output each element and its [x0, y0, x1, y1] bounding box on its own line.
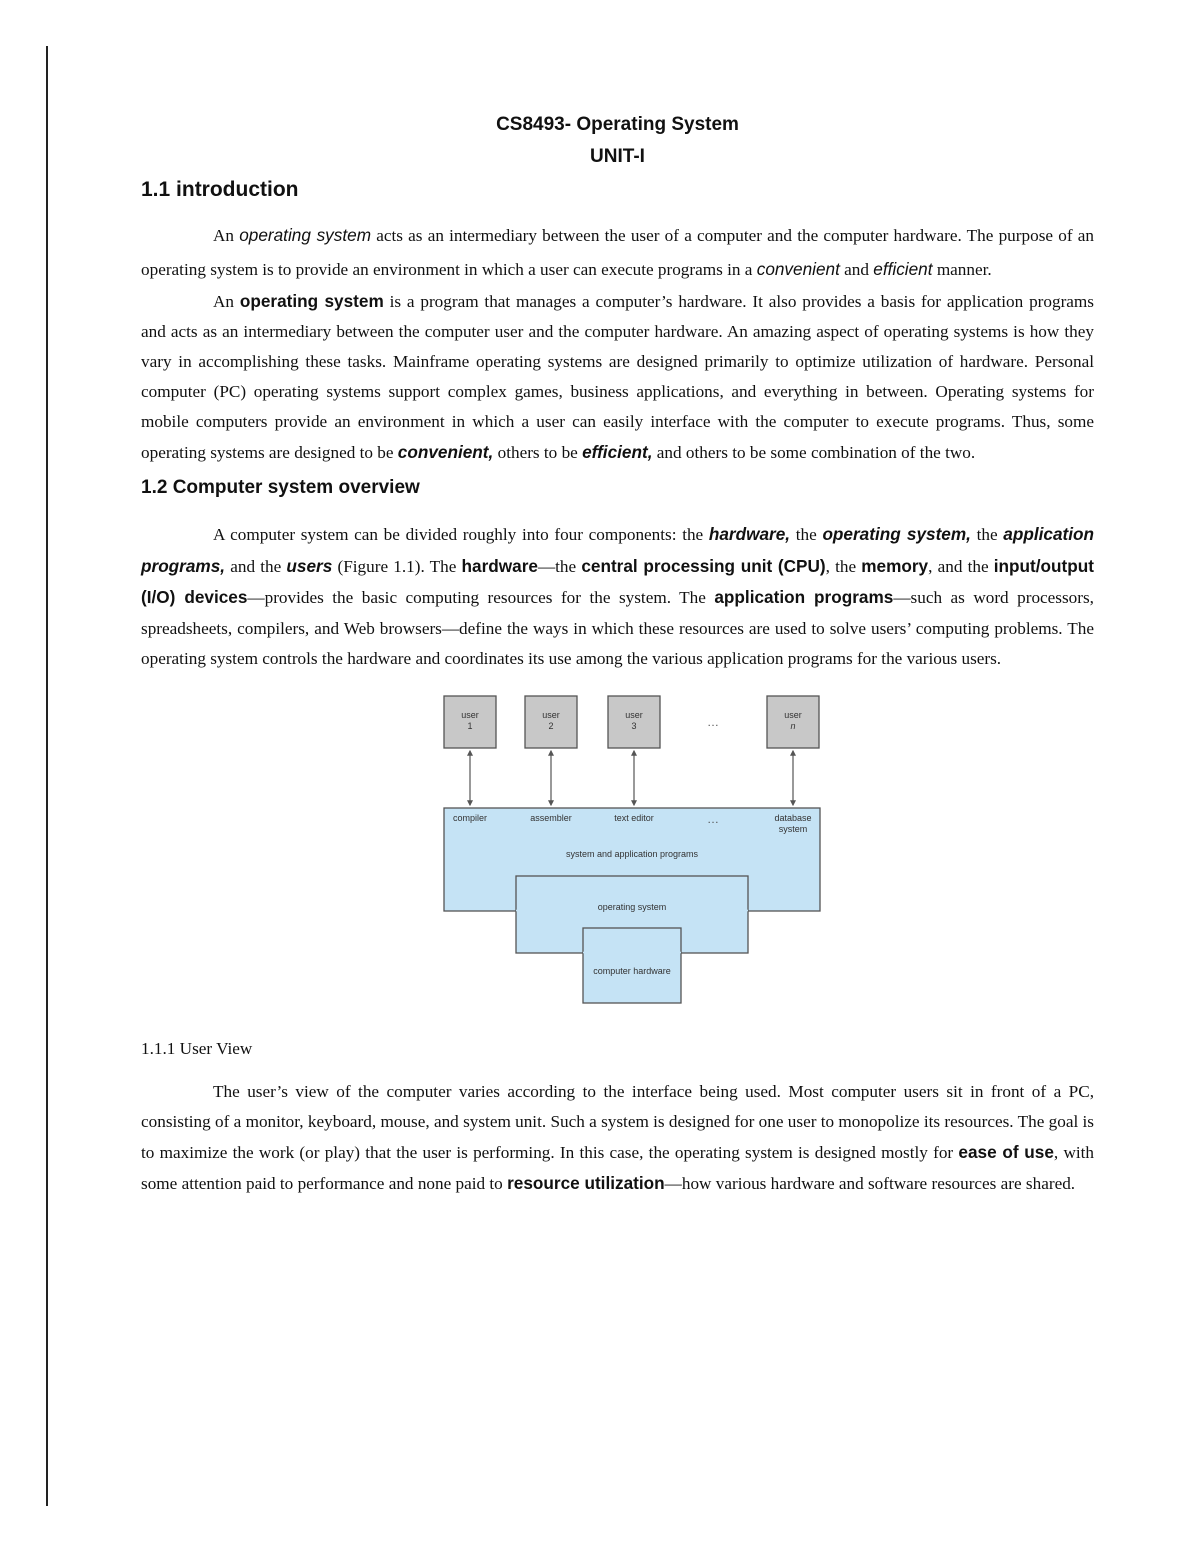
- term-users: users: [286, 555, 333, 576]
- intro-paragraph-2: An operating system is a program that manages a computer’s hardware. It also provides a basis for application programs and acts as an intermediary between the computer user and the computer hardware. An amazing aspect of operating systems is how they vary in accomplishing these tasks. Mainframe operating systems are designed primarily to optimize utilization of hardware. Personal computer (PC) operating systems support complex games, business applications, and everything in between. Operating systems for mobile computers provide an environment in which a user can easily interface with the computer to execute programs. Thus, some operating systems are designed to be convenient, others to be efficient, and others to be some combination of the two.: [141, 291, 1094, 462]
- emphasis-efficient: efficient: [873, 258, 933, 279]
- term-io-devices: input/output (I/O) devices: [141, 555, 1094, 607]
- program-database-line1: database: [774, 812, 812, 823]
- term-application-programs-def: application programs: [714, 587, 894, 607]
- term-operating-system: operating system: [239, 291, 384, 311]
- term-hardware: hardware,: [708, 524, 791, 544]
- program-compiler: compiler: [452, 812, 488, 823]
- user-1-number: 1: [467, 720, 473, 731]
- users-ellipsis: …: [707, 714, 719, 729]
- user-2-number: 2: [548, 720, 554, 731]
- term-memory: memory: [861, 555, 929, 576]
- program-database-line2: system: [778, 823, 808, 834]
- page-margin-rule: [46, 46, 48, 1506]
- unit-title: UNIT-I: [590, 146, 645, 167]
- document-page: [141, 114, 1094, 1199]
- overview-paragraph: A computer system can be divided roughly into four components: the hardware, the operating system, the application programs, and the users (Figure 1.1). The hardware—the central processing unit (CPU), the memory, and the input/output (I/O) devices—provides the basic computing resources for the system. The application programs—such as word processors, spreadsheets, compilers, and Web browsers—define the ways in which these resources are used to solve users’ computing problems. The operating system controls the hardware and coordinates its use among the various application programs for the various users.: [141, 524, 1095, 668]
- user-n-number: n: [790, 720, 796, 731]
- term-cpu: central processing unit (CPU): [581, 555, 826, 576]
- term-operating-system: operating system,: [822, 524, 971, 544]
- layer-hardware-label: computer hardware: [593, 965, 671, 976]
- layer-programs-label: system and application programs: [565, 848, 699, 859]
- term-resource-utilization: resource utilization: [507, 1172, 665, 1193]
- user-3-number: 3: [631, 720, 637, 731]
- subsection-heading-user-view: 1.1.1 User View: [141, 1038, 253, 1058]
- term-ease-of-use: ease of use: [958, 1141, 1054, 1162]
- layer-os-label: operating system: [597, 901, 667, 912]
- components-diagram: [441, 693, 821, 1013]
- program-assembler: assembler: [530, 812, 572, 823]
- intro-paragraph-1: An operating system acts as an intermediary between the user of a computer and the computer hardware. The purpose of an operating system is to provide an environment in which a user can execute programs in a convenient and efficient manner.: [141, 225, 1094, 279]
- program-text-editor: text editor: [614, 812, 654, 823]
- user-n-label: user: [784, 709, 802, 720]
- section-heading-introduction: 1.1 introduction: [141, 178, 299, 201]
- term-application-programs: application programs,: [141, 524, 1095, 576]
- term-convenient: convenient,: [397, 442, 494, 462]
- user-view-paragraph: The user’s view of the computer varies according to the interface being used. Most computer users sit in front of a PC, consisting of a monitor, keyboard, mouse, and system unit. Such a system is designed for one user to monopolize its resources. The goal is to maximize the work (or play) that the user is performing. In this case, the operating system is designed mostly for ease of use, with some attention paid to performance and none paid to resource utilization—how various hardware and software resources are shared.: [141, 1081, 1094, 1193]
- course-title: CS8493- Operating System: [496, 114, 739, 135]
- figure-computer-system-components: [141, 693, 1094, 1023]
- emphasis-operating-system: operating system: [239, 225, 372, 245]
- user-3-label: user: [625, 709, 643, 720]
- term-hardware-def: hardware: [461, 555, 538, 576]
- programs-ellipsis: …: [707, 811, 719, 826]
- section-heading-overview: 1.2 Computer system overview: [141, 477, 420, 498]
- emphasis-convenient: convenient: [756, 258, 840, 279]
- user-1-label: user: [461, 709, 479, 720]
- term-efficient: efficient,: [582, 442, 653, 462]
- user-2-label: user: [542, 709, 560, 720]
